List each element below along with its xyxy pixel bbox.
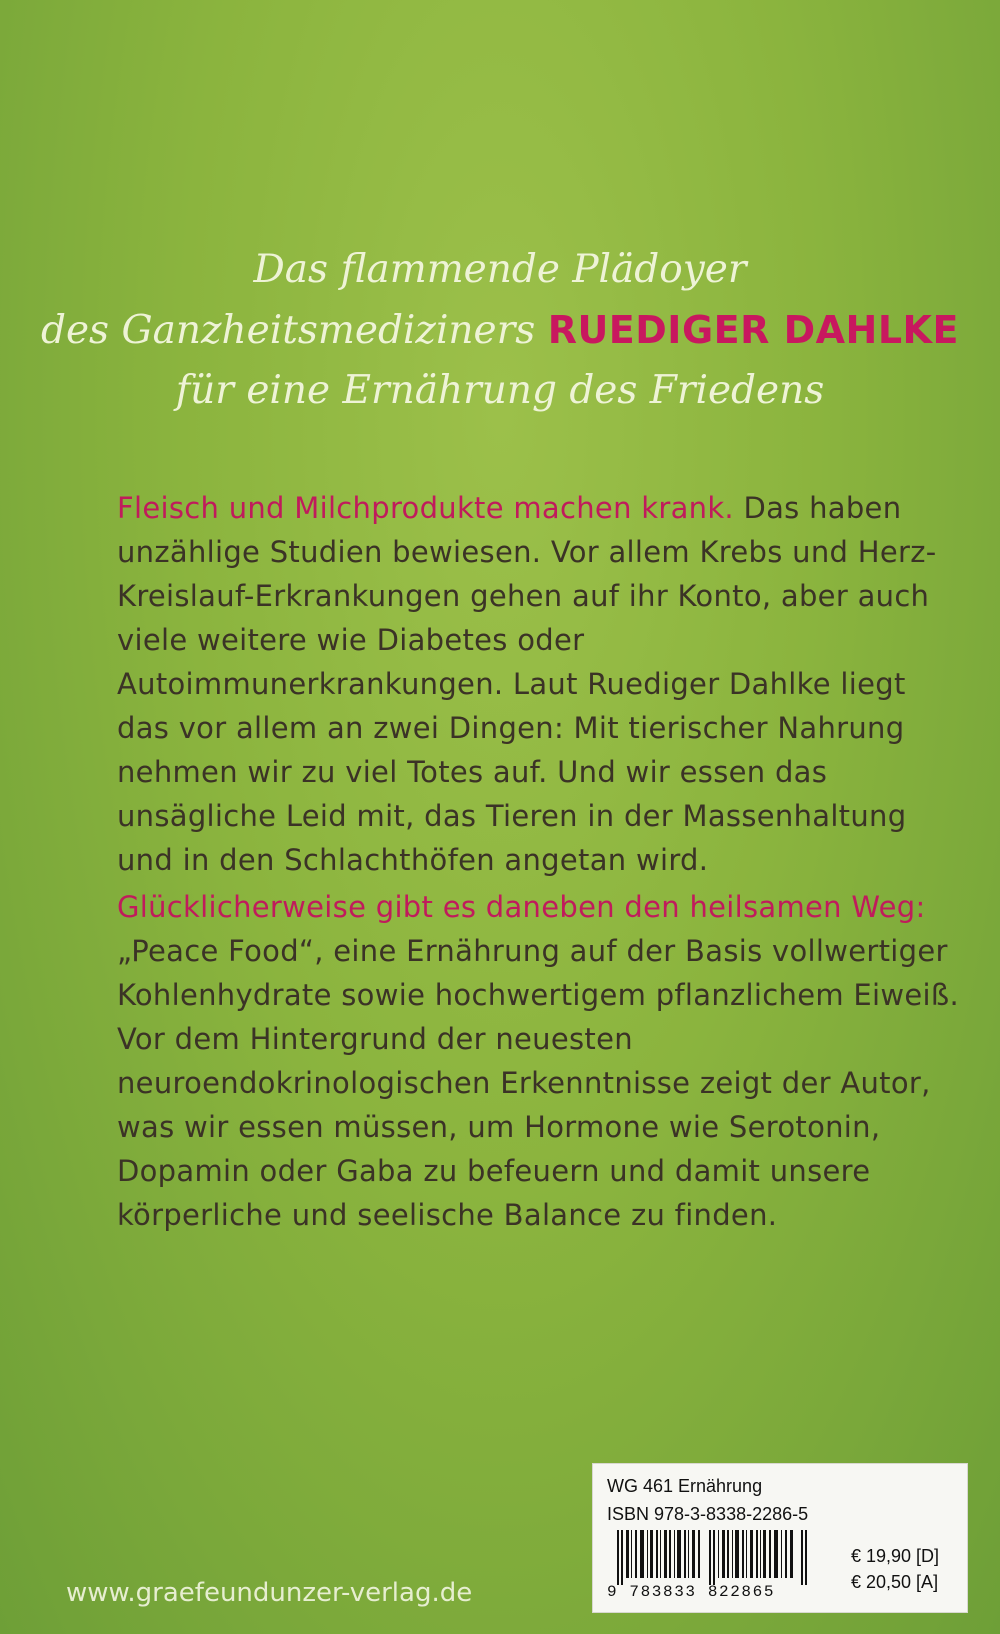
price-germany: € 19,90 [D] <box>851 1546 940 1566</box>
headline-line-2-prefix: des Ganzheitsmediziners <box>41 308 536 353</box>
category-label: WG 461 Ernährung <box>607 1476 763 1496</box>
paragraph-2-body: „Peace Food“, eine Ernährung auf der Basis vollwertiger Kohlenhydrate sowie hochwertigem pflanzlichem Eiweiß. Vor dem Hintergrund der neuesten neuroendokrinologischen Erkenntnisse zeigt der Autor, was wir essen müssen, um Hormone wie Serotonin, Dopamin oder Gaba zu befeuern und damit unsere körperliche und seelische Balance zu finden. <box>117 934 959 1232</box>
barcode-digits: 9 783833 822865 <box>607 1583 776 1601</box>
description-paragraph-2 <box>117 885 967 1237</box>
headline-line-3: für eine Ernährung des Friedens <box>175 368 825 413</box>
description-paragraph-1 <box>117 486 967 882</box>
publisher-url[interactable]: www.graefeundunzer-verlag.de <box>66 1578 473 1608</box>
barcode-icon <box>617 1530 807 1585</box>
author-name: RUEDIGER DAHLKE <box>547 308 959 352</box>
headline-line-1: Das flammende Plädoyer <box>253 247 747 292</box>
cover-headline <box>0 240 1000 421</box>
isbn-label: ISBN 978-3-8338-2286-5 <box>607 1504 809 1524</box>
paragraph-2-highlight: Glücklicherweise gibt es daneben den heilsamen Weg: <box>117 890 926 924</box>
price-austria: € 20,50 [A] <box>851 1572 939 1592</box>
headline-line-2 <box>0 300 1000 361</box>
paragraph-1-highlight: Fleisch und Milchprodukte machen krank. <box>117 491 734 525</box>
paragraph-1-body: Das haben unzählige Studien bewiesen. Vor allem Krebs und Herz-Kreislauf-Erkrankungen gehen auf ihr Konto, aber auch viele weitere wie Diabetes oder Autoimmunerkrankungen. Laut Ruediger Dahlke liegt das vor allem an zwei Dingen: Mit tierischer Nahrung nehmen wir zu viel Totes auf. Und wir essen das unsägliche Leid mit, das Tieren in der Massenhaltung und in den Schlachthöfen angetan wird. <box>117 491 937 877</box>
price-sticker <box>592 1463 968 1613</box>
